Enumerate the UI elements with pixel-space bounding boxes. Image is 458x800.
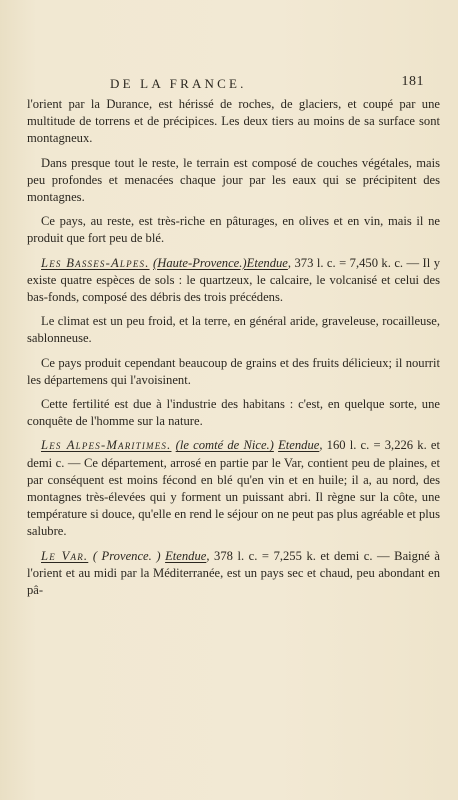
running-header — [60, 76, 430, 94]
paragraph-text: Ce pays, au reste, est très-riche en pâturages, en olives et en vin, mais il ne produit que fort peu de blé. — [27, 214, 440, 246]
paragraph-text: Dans presque tout le reste, le terrain est composé de couches végétales, mais peu profondes et menacées chaque jour par les eaux qui se précipitent des montagnes. — [27, 155, 440, 205]
paragraph-var — [27, 548, 440, 600]
department-name: Les Alpes-Maritimes. — [41, 438, 172, 453]
paragraph-text: Cette fertilité est due à l'industrie des habitans : c'est, en quelque sorte, une conquête de l'homme sur la nature. — [27, 397, 440, 429]
region-name: (le comté de Nice.) — [175, 438, 274, 453]
running-title: DE LA FRANCE. — [110, 76, 247, 91]
paragraph-1 — [27, 96, 440, 148]
paragraph-fertilite — [27, 396, 440, 430]
paragraph-climat — [27, 313, 440, 347]
body-text — [27, 96, 440, 606]
paragraph-text: , 160 l. c. = 3,226 k. et demi c. — Ce département, arrosé en partie par le Var, contient peu de plaines, et par conséquent est moins fécond en blé qu'en vin et en huile; il a, au nord, des montagnes très-élevées qui y forment un puissant abri. Il règne sur la côte, une température si douce, qu'elle en rend le séjour on ne peut pas plus agréable et plus salubre. — [27, 438, 440, 539]
paragraph-alpes-maritimes — [27, 437, 440, 540]
page-number: 181 — [401, 74, 424, 89]
etendue-label: Etendue — [246, 255, 288, 270]
etendue-label: Etendue — [165, 548, 207, 563]
paragraph-text: Le climat est un peu froid, et la terre, en général aride, graveleuse, rocailleuse, sablonneuse. — [27, 314, 440, 346]
paragraph-text: , 378 l. c. = 7,255 k. et demi c. — Baigné à l'orient et au midi par la Méditerranée, est un pays sec et chaud, peu abondant en pâ- — [27, 548, 440, 598]
region-name: ( Provence. ) — [92, 548, 161, 563]
etendue-label: Etendue — [278, 438, 320, 453]
department-name: Les Basses-Alpes. — [41, 255, 150, 270]
paragraph-text: Ce pays produit cependant beaucoup de grains et des fruits délicieux; il nourrit les départemens qui l'avoisinent. — [27, 355, 440, 387]
paragraph-basses-alpes — [27, 255, 440, 307]
paragraph-2 — [27, 155, 440, 207]
paragraph-text: l'orient par la Durance, est hérissé de roches, de glaciers, et coupé par une multitude de torrens et de précipices. Les deux tiers au moins de sa surface sont montagneux. — [27, 97, 440, 146]
paragraph-grains — [27, 355, 440, 389]
department-name: Le Var. — [41, 548, 89, 563]
region-name: (Haute-Provence.) — [153, 255, 247, 270]
paragraph-text: , 373 l. c. = 7,450 k. c. — Il y existe quatre espèces de sols : le quartzeux, le calcaire, le volcanisé et celui des bas-fonds, composé des débris des trois précédens. — [27, 255, 440, 305]
paragraph-3 — [27, 213, 440, 247]
